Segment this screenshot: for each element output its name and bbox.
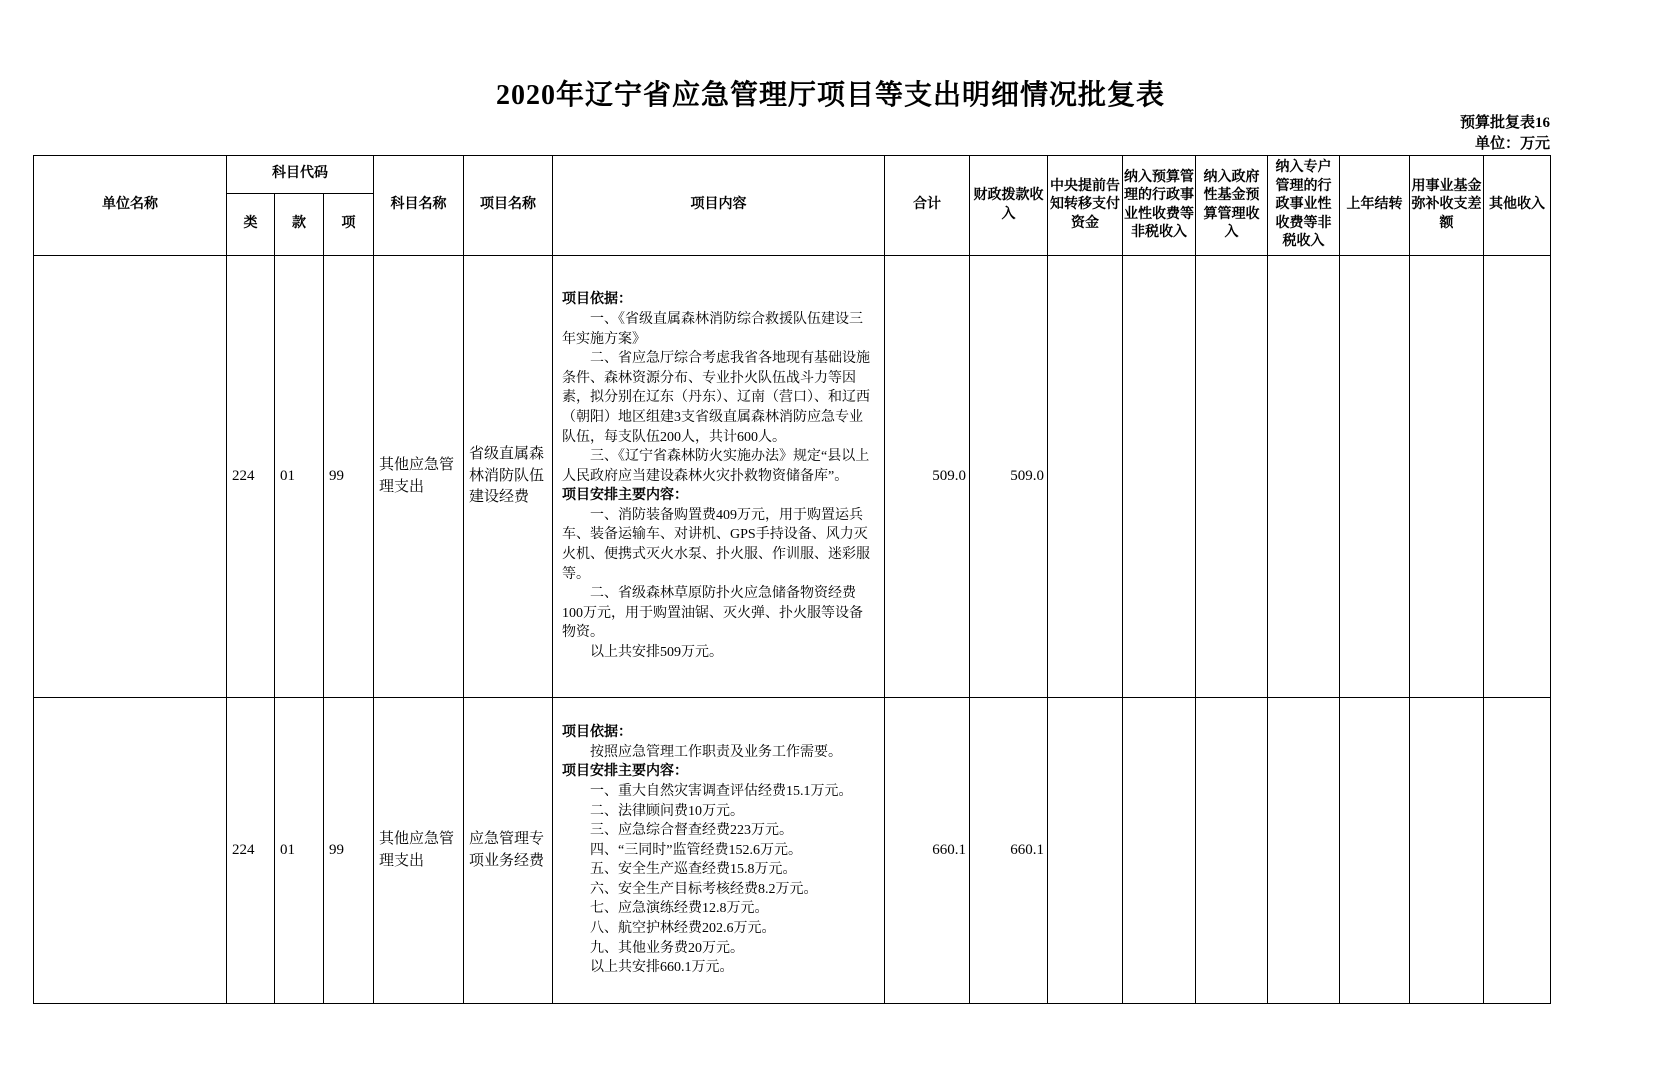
cell-project-name: 应急管理专项业务经费 [464, 698, 553, 1004]
unit-label: 单位：万元 [1474, 136, 1550, 152]
cell-central-transfer [1048, 698, 1123, 1004]
col-header-other-income: 其他收入 [1484, 156, 1551, 256]
cell-business-fund-offset [1410, 698, 1484, 1004]
content-line: 三、应急综合督查经费223万元。 [590, 823, 794, 839]
col-header-prior-year-carryover: 上年结转 [1340, 156, 1410, 256]
col-header-class: 类 [227, 194, 275, 256]
cell-fiscal-appropriation: 660.1 [970, 698, 1048, 1004]
content-line: 三、《辽宁省森林防火实施办法》规定“县以上人民政府应当建设森林火灾扑救物资储备库”。 [562, 449, 870, 484]
cell-subitem-code: 99 [324, 698, 374, 1004]
col-header-item: 款 [275, 194, 324, 256]
cell-budget-managed-nontax [1123, 256, 1196, 698]
content-line: 八、航空护林经费202.6万元。 [590, 921, 776, 937]
cell-other-income [1484, 256, 1551, 698]
form-number-label: 预算批复表16 [1459, 115, 1550, 131]
cell-subject-name: 其他应急管理支出 [374, 698, 464, 1004]
content-line: 七、应急演练经费12.8万元。 [590, 901, 769, 917]
content-line: 按照应急管理工作职责及业务工作需要。 [590, 744, 843, 760]
cell-prior-year-carryover [1340, 256, 1410, 698]
cell-business-fund-offset [1410, 256, 1484, 698]
col-header-special-account-nontax: 纳入专户管理的行政事业性收费等非税收入 [1268, 156, 1340, 256]
col-header-subject-name: 科目名称 [374, 156, 464, 256]
content-line: 二、省应急厅综合考虑我省各地现有基础设施条件、森林资源分布、专业扑火队伍战斗力等因素，拟分别在辽东（丹东）、辽南（营口）、和辽西（朝阳）地区组建3支省级直属森林消防应急专业队伍，每支队伍200人，共计600人。 [562, 351, 871, 445]
col-header-unit-name: 单位名称 [34, 156, 227, 256]
content-line: 以上共安排509万元。 [590, 645, 724, 661]
content-line: 项目依据： [562, 725, 633, 741]
content-line: 五、安全生产巡查经费15.8万元。 [590, 862, 797, 878]
content-line: 项目依据： [562, 292, 633, 308]
table-row [34, 698, 1551, 1004]
cell-subject-name: 其他应急管理支出 [374, 256, 464, 698]
content-line: 项目安排主要内容： [562, 764, 689, 780]
cell-project-name: 省级直属森林消防队伍建设经费 [464, 256, 553, 698]
cell-other-income [1484, 698, 1551, 1004]
cell-total: 509.0 [885, 256, 970, 698]
meta-labels [1460, 113, 1550, 155]
cell-total: 660.1 [885, 698, 970, 1004]
cell-unit-name [34, 256, 227, 698]
col-header-fiscal-appropriation: 财政拨款收入 [970, 156, 1048, 256]
col-header-budget-managed-nontax: 纳入预算管理的行政事业性收费等非税收入 [1123, 156, 1196, 256]
content-line: 二、法律顾问费10万元。 [590, 803, 745, 819]
col-header-project-name: 项目名称 [464, 156, 553, 256]
content-line: 一、重大自然灾害调查评估经费15.1万元。 [590, 783, 853, 799]
col-header-project-content: 项目内容 [553, 156, 885, 256]
cell-item-code: 01 [275, 698, 324, 1004]
col-header-sub-item: 项 [324, 194, 374, 256]
budget-table [33, 155, 1551, 1004]
content-line: 九、其他业务费20万元。 [590, 940, 745, 956]
content-line: 一、消防装备购置费409万元，用于购置运兵车、装备运输车、对讲机、GPS手持设备、风力灭火机、便携式灭火水泵、扑火服、作训服、迷彩服等。 [562, 507, 871, 582]
content-line: 二、省级森林草原防扑火应急储备物资经费100万元，用于购置油锯、灭火弹、扑火服等设备物资。 [562, 586, 864, 641]
cell-gov-fund-income [1196, 256, 1268, 698]
col-header-business-fund-offset: 用事业基金弥补收支差额 [1410, 156, 1484, 256]
content-line: 项目安排主要内容： [562, 488, 689, 504]
page-title: 2020年辽宁省应急管理厅项目等支出明细情况批复表 [495, 80, 1165, 111]
content-line: 一、《省级直属森林消防综合救援队伍建设三年实施方案》 [562, 311, 864, 347]
cell-unit-name [34, 698, 227, 1004]
col-header-total: 合计 [885, 156, 970, 256]
content-line: 六、安全生产目标考核经费8.2万元。 [590, 881, 818, 897]
cell-subitem-code: 99 [324, 256, 374, 698]
header-row-1 [34, 156, 1551, 194]
cell-project-content [553, 698, 885, 1004]
cell-special-account-nontax [1268, 698, 1340, 1004]
cell-prior-year-carryover [1340, 698, 1410, 1004]
cell-budget-managed-nontax [1123, 698, 1196, 1004]
cell-project-content [553, 256, 885, 698]
col-header-gov-fund-income: 纳入政府性基金预算管理收入 [1196, 156, 1268, 256]
cell-central-transfer [1048, 256, 1123, 698]
content-line: 以上共安排660.1万元。 [590, 960, 734, 976]
table-row [34, 256, 1551, 698]
cell-fiscal-appropriation: 509.0 [970, 256, 1048, 698]
cell-class-code: 224 [227, 256, 275, 698]
cell-class-code: 224 [227, 698, 275, 1004]
content-line: 四、“三同时”监管经费152.6万元。 [590, 842, 802, 858]
col-header-central-transfer: 中央提前告知转移支付资金 [1048, 156, 1123, 256]
cell-item-code: 01 [275, 256, 324, 698]
col-header-subject-code: 科目代码 [227, 156, 374, 194]
cell-gov-fund-income [1196, 698, 1268, 1004]
cell-special-account-nontax [1268, 256, 1340, 698]
